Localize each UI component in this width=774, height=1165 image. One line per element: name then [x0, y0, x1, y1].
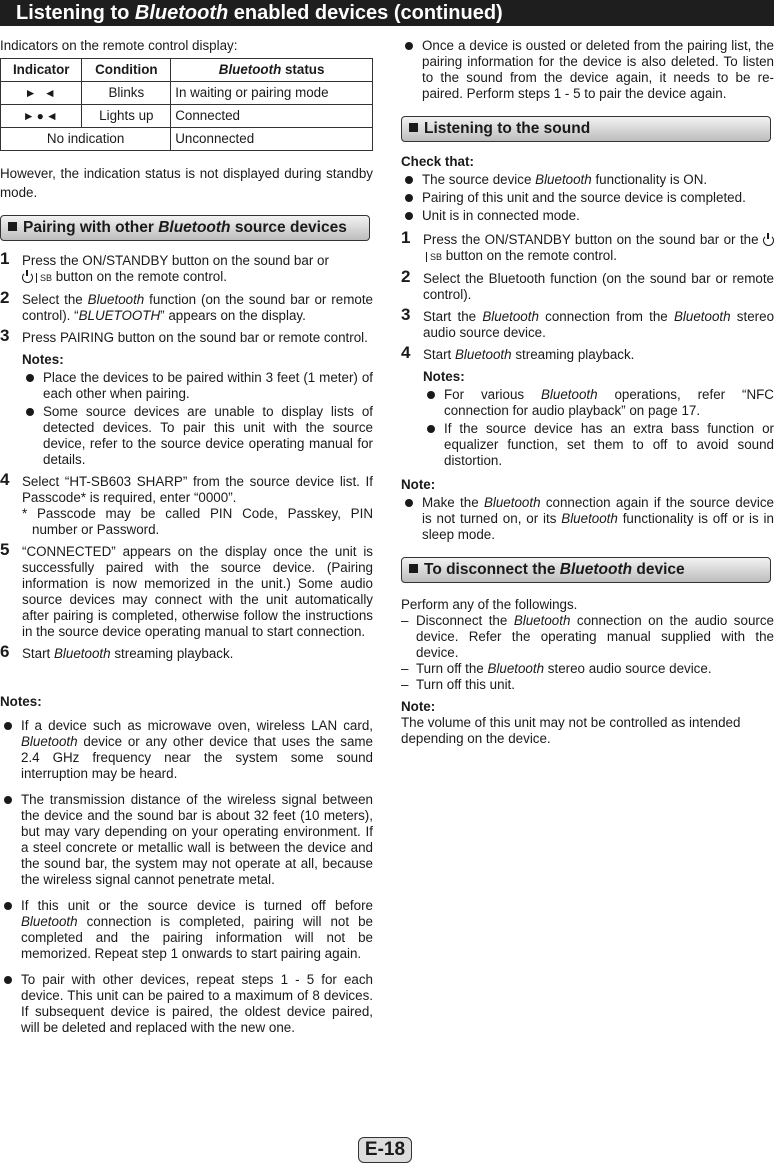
pairing-notes	[0, 352, 373, 468]
note-label: Note:	[401, 699, 436, 714]
list-item: – Turn off this unit.	[401, 677, 515, 692]
listen-step-3: 3 Start the Bluetooth connection from the Bluetooth stereo audio source device.	[401, 305, 774, 340]
listening-section-title: Listening to the sound	[401, 116, 771, 142]
list-item: If the source device has an extra bass function or equalizer function, set them to off to avoid sound distortion.	[423, 421, 774, 469]
th-indicator: Indicator	[1, 59, 82, 82]
disconnect-intro: Perform any of the followings.	[401, 597, 578, 612]
table-cell: In waiting or pairing mode	[171, 82, 373, 105]
square-bullet-icon	[409, 123, 418, 132]
right-column	[401, 38, 774, 747]
indicator-blink-icon: ► ◄	[1, 82, 82, 105]
pairing-step-6: 6 Start Bluetooth streaming playback.	[0, 642, 234, 661]
list-item: Make the Bluetooth connection again if the source device is not turned on, or its Bluetooth functionality is off or is in sleep mode.	[401, 495, 774, 543]
list-item: The transmission distance of the wireless signal between the device and the sound bar is about 32 feet (10 meters), but may vary depending on your operating environment. If a steel concrete or metallic wall is between the device and the sound bar, the system may not operate at all, because the wireless signal cannot penetrate metal.	[0, 792, 373, 888]
check-label: Check that:	[401, 154, 474, 169]
table-cell: No indication	[1, 128, 171, 151]
pairing-step-1: 1 Press the ON/STANDBY button on the sound bar or SB button on the remote control.	[0, 249, 329, 284]
list-item: Pairing of this unit and the source device is completed.	[401, 190, 774, 206]
pairing-step-4: 4 Select “HT-SB603 SHARP” from the source device list. If Passcode* is required, enter “0000”. * Passcode may be called PIN Code, Passkey, PIN number or Password.	[0, 470, 373, 537]
table-cell: Blinks	[82, 82, 171, 105]
notes-label: Notes:	[0, 694, 42, 709]
power-icon	[22, 272, 33, 283]
power-icon	[763, 235, 774, 246]
table-cell: Unconnected	[171, 128, 373, 151]
notes-label: Notes:	[423, 369, 465, 384]
pairing-step-3: 3 Press PAIRING button on the sound bar or remote control.	[0, 326, 368, 345]
square-bullet-icon	[409, 564, 418, 573]
list-item: – Turn off the Bluetooth stereo audio source device.	[401, 661, 712, 676]
ousted-note: Once a device is ousted or deleted from the pairing list, the pairing information for the device is also deleted. To listen to the sound from the device again, it needs to be re-paired. Perform steps 1 - 5 to pair the device again.	[401, 38, 774, 102]
list-item: Unit is in connected mode.	[401, 208, 774, 224]
passcode-note: * Passcode may be called PIN Code, Passkey, PIN number or Password.	[22, 506, 373, 537]
notes-label: Notes:	[22, 352, 64, 367]
table-row	[1, 128, 373, 151]
listen-step-2: 2 Select the Bluetooth function (on the sound bar or remote control).	[401, 267, 774, 302]
list-item: To pair with other devices, repeat steps 1 - 5 for each device. This unit can be paired to a maximum of 8 devices. If subsequent device is paired, the oldest device paired, will be deleted and replaced with the new one.	[0, 972, 373, 1036]
indicator-lit-icon: ►●◄	[1, 105, 82, 128]
table-row	[1, 105, 373, 128]
volume-note: The volume of this unit may not be controlled as intended depending on the device.	[401, 715, 741, 746]
th-condition: Condition	[82, 59, 171, 82]
pairing-step-5: 5 “CONNECTED” appears on the display once the unit is successfully paired with the source device. (Pairing information is now memorized in the unit.) Some audio source devices may connect with the unit automatically after pairing is completed, otherwise follow the instructions in the source device operating manual to start connection.	[0, 540, 373, 639]
list-item: If a device such as microwave oven, wireless LAN card, Bluetooth device or any other device that uses the same 2.4 GHz frequency near the system some sound interruption may be heard.	[0, 718, 373, 782]
th-status: Bluetooth status	[171, 59, 373, 82]
page-number: E-18	[358, 1137, 412, 1163]
listen-step-1: 1 Press the ON/STANDBY button on the sound bar or the SB button on the remote control.	[401, 232, 774, 265]
listen-step-4: 4 Start Bluetooth streaming playback.	[401, 343, 635, 362]
indicator-table	[0, 58, 373, 151]
listen-notes	[401, 369, 774, 469]
indicators-intro: Indicators on the remote control display:	[0, 38, 238, 53]
table-cell: Connected	[171, 105, 373, 128]
list-item: If this unit or the source device is turned off before Bluetooth connection is completed, pairing will not be completed and the pairing information will not be memorized. Repeat step 1 onwards to start pairing again.	[0, 898, 373, 962]
table-header-row	[1, 59, 373, 82]
pairing-section-title: Pairing with other Bluetooth source devices	[0, 215, 370, 241]
left-column	[0, 38, 373, 1036]
list-item: Some source devices are unable to display lists of detected devices. To pair this unit with the source device, refer to the source device operating manual for details.	[22, 404, 373, 468]
table-row	[1, 82, 373, 105]
note-label: Note:	[401, 477, 436, 492]
square-bullet-icon	[8, 222, 17, 231]
list-item: For various Bluetooth operations, refer “NFC connection for audio playback” on page 17.	[423, 387, 774, 419]
disconnect-section-title: To disconnect the Bluetooth device	[401, 557, 771, 583]
list-item: Place the devices to be paired within 3 feet (1 meter) of each other when pairing.	[22, 370, 373, 402]
page-title: Listening to Bluetooth enabled devices (continued)	[16, 2, 503, 24]
standby-note: However, the indication status is not displayed during standby mode.	[0, 166, 373, 200]
pairing-step-2: 2 Select the Bluetooth function (on the sound bar or remote control). “BLUETOOTH” appears on the display.	[0, 288, 373, 323]
page-header	[0, 0, 774, 26]
list-item: The source device Bluetooth functionality is ON.	[401, 172, 774, 188]
list-item: – Disconnect the Bluetooth connection on the audio source device. Refer the operating manual supplied with the device.	[401, 613, 774, 660]
table-cell: Lights up	[82, 105, 171, 128]
